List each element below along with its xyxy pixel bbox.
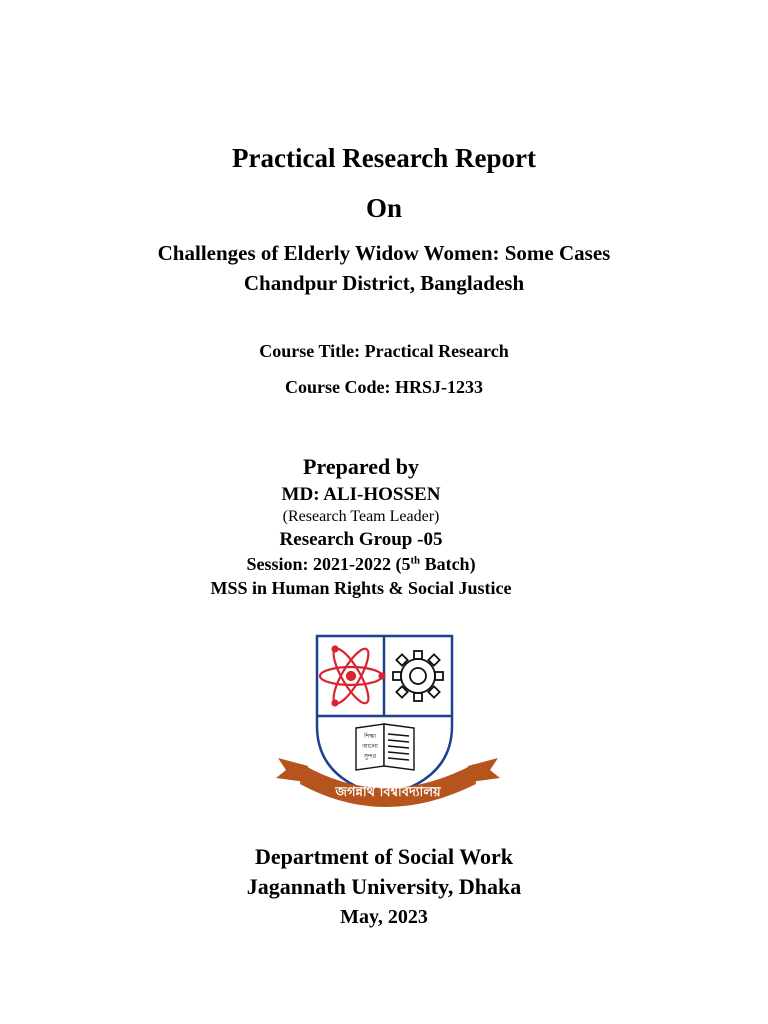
session-suffix: Batch) xyxy=(420,554,476,574)
author-role: (Research Team Leader) xyxy=(282,508,440,525)
banner-text: জগন্নাথ বিশ্ববিদ্যালয় xyxy=(335,785,441,800)
session-prefix: Session: 2021-2022 (5 xyxy=(246,554,411,574)
session-sup: th xyxy=(410,554,421,567)
report-subtitle-line1: Challenges of Elderly Widow Women: Some Cases xyxy=(157,241,611,265)
research-group: Research Group -05 xyxy=(279,529,443,550)
course-code: Course Code: HRSJ-1233 xyxy=(285,377,483,397)
author-name: MD: ALI-HOSSEN xyxy=(281,484,441,505)
session-line xyxy=(0,554,745,575)
report-subtitle-line2: Chandpur District, Bangladesh xyxy=(243,271,525,295)
university-logo xyxy=(272,630,504,820)
program-line: MSS in Human Rights & Social Justice xyxy=(210,578,512,598)
report-date: May, 2023 xyxy=(340,906,428,928)
course-title: Course Title: Practical Research xyxy=(259,341,509,361)
book-text-line2: আলো xyxy=(362,743,378,750)
university-name: Jagannath University, Dhaka xyxy=(246,874,522,899)
book-text-line3: সুন্দর xyxy=(363,753,377,760)
prepared-by-heading: Prepared by xyxy=(303,454,419,479)
book-text-line1: শিক্ষা xyxy=(364,733,376,740)
report-title: Practical Research Report xyxy=(232,143,536,173)
report-on: On xyxy=(365,193,403,223)
department-name: Department of Social Work xyxy=(254,844,514,869)
